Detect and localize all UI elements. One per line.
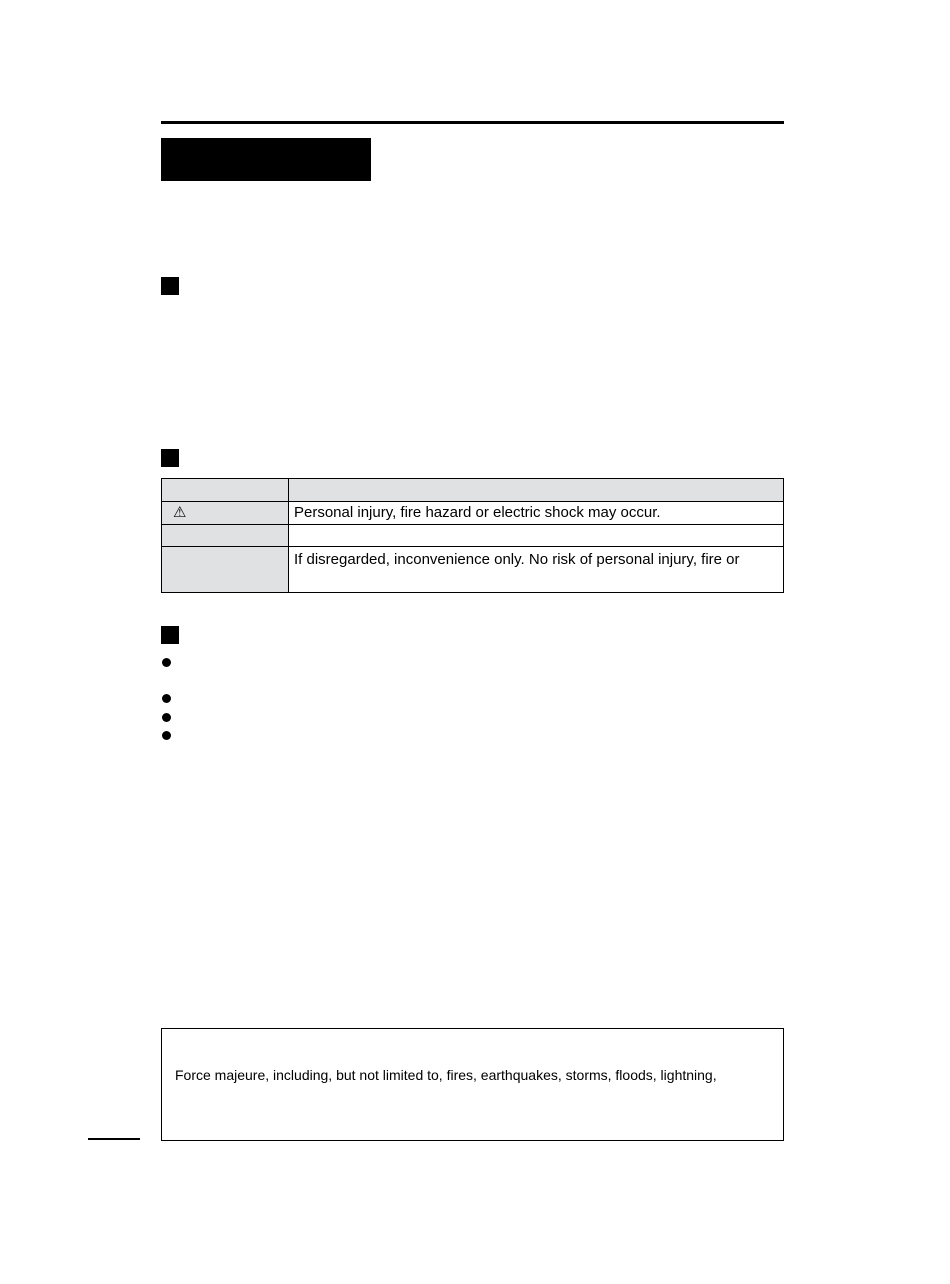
table-cell-label — [162, 525, 289, 547]
table-row — [162, 502, 784, 525]
table-cell-description — [289, 525, 784, 547]
bullet-point — [162, 694, 171, 703]
section-marker-square — [161, 626, 179, 644]
table-header-cell — [289, 479, 784, 502]
disclaimer-box — [161, 1028, 784, 1141]
bullet-point — [162, 713, 171, 722]
table-cell-description: Personal injury, fire hazard or electric shock may occur. — [289, 502, 784, 525]
signal-word-table — [161, 478, 784, 593]
disclaimer-text: Force majeure, including, but not limited to, fires, earthquakes, storms, floods, lightning, — [175, 1067, 717, 1083]
bullet-point — [162, 658, 171, 667]
table-cell-label — [162, 547, 289, 593]
page-number-rule — [88, 1138, 140, 1140]
table-header-cell — [162, 479, 289, 502]
top-horizontal-rule — [161, 121, 784, 124]
section-title-tab — [161, 138, 371, 181]
table-cell-description: If disregarded, inconvenience only. No risk of personal injury, fire or — [289, 547, 784, 593]
section-marker-square — [161, 449, 179, 467]
warning-triangle-icon: ⚠ — [173, 504, 187, 521]
table-row — [162, 525, 784, 547]
table-row — [162, 547, 784, 593]
section-marker-square — [161, 277, 179, 295]
table-cell-label — [162, 502, 289, 525]
table-header-row — [162, 479, 784, 502]
bullet-point — [162, 731, 171, 740]
